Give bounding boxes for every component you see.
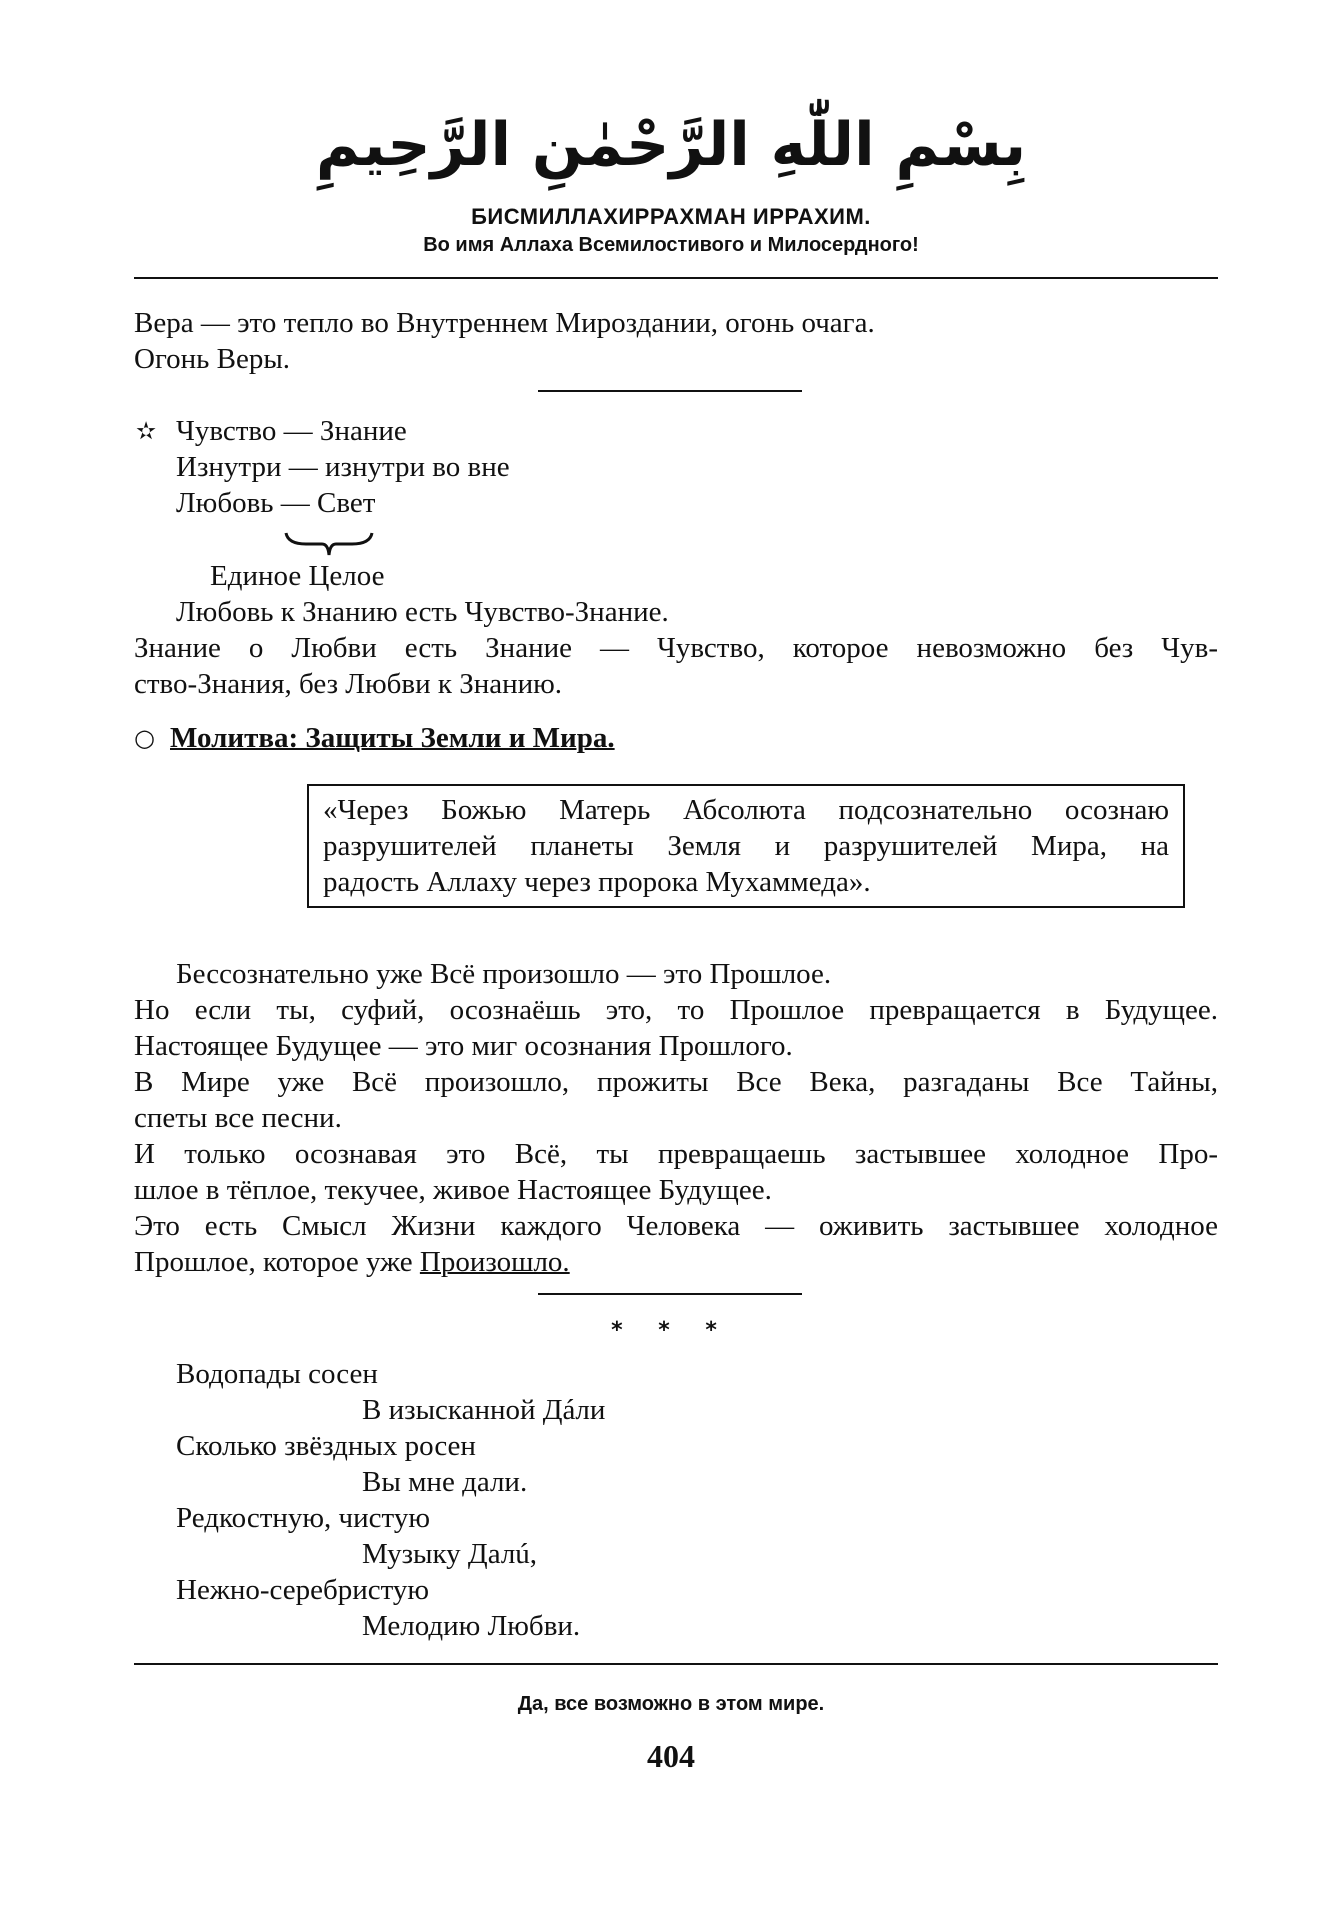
poem-line-8: Мелодию Любви.	[362, 1610, 581, 1642]
arabic-bismillah: بِسْمِ اللّٰهِ الرَّحْمٰنِ الرَّحِيمِ	[315, 110, 1027, 180]
body-line-2: Но если ты, суфий, осознаёшь это, то Прошлое превращается в Будущее.	[134, 994, 1218, 1026]
curly-brace-icon	[284, 530, 374, 558]
poem-line-1: Водопады сосен	[176, 1358, 378, 1390]
poem-line-5: Редкостную, чистую	[176, 1502, 430, 1534]
poem-line-2: В изысканной Дáли	[362, 1394, 606, 1426]
body-line-6: И только осознавая это Всё, ты превращаешь застывшее холодное Про-	[134, 1138, 1218, 1170]
poem-line-7: Нежно-серебристую	[176, 1574, 430, 1606]
body-line-9-end: Произошло.	[419, 1246, 570, 1278]
body-line-9-start: Прошлое, которое уже	[134, 1246, 420, 1278]
intro-line-2: Огонь Веры.	[134, 343, 291, 375]
header-subtitle: Во имя Аллаха Всемилостивого и Милосердного!	[423, 234, 919, 256]
asterism-separator: * * *	[611, 1318, 731, 1343]
prayer-quote-box	[307, 784, 1185, 908]
body-line-5: спеты все песни.	[134, 1102, 342, 1134]
body-line-7: шлое в тёплое, текучее, живое Настоящее Будущее.	[134, 1174, 772, 1206]
quote-line-2: разрушителей планеты Земля и разрушителей Мира, на	[323, 830, 1169, 862]
star-line-4: Единое Целое	[210, 560, 385, 592]
body-line-1: Бессознательно уже Всё произошло — это Прошлое.	[176, 958, 832, 990]
body-line-3: Настоящее Будущее — это миг осознания Прошлого.	[134, 1030, 793, 1062]
star-line-6: Знание о Любви есть Знание — Чувство, которое невозможно без Чув-	[134, 632, 1218, 664]
header-title: БИСМИЛЛАХИРРАХМАН ИРРАХИМ.	[471, 204, 871, 229]
poem-line-3: Сколько звёздных росен	[176, 1430, 476, 1462]
body-line-8: Это есть Смысл Жизни каждого Человека — оживить застывшее холодное	[134, 1210, 1218, 1242]
quote-line-3: радость Аллаху через пророка Мухаммеда».	[323, 866, 871, 898]
star-line-3: Любовь — Свет	[176, 487, 376, 519]
star-line-5: Любовь к Знанию есть Чувство-Знание.	[176, 596, 669, 628]
footer-motto: Да, все возможно в этом мире.	[517, 1693, 825, 1715]
circle-bullet-icon: ○	[134, 724, 155, 752]
prayer-title: Молитва: Защиты Земли и Мира.	[170, 722, 615, 754]
star-line-7: ство-Знания, без Любви к Знанию.	[134, 668, 563, 700]
intro-line-1: Вера — это тепло во Внутреннем Мироздании, огонь очага.	[134, 307, 875, 339]
body-line-9	[134, 1244, 570, 1280]
quote-line-1: «Через Божью Матерь Абсолюта подсознательно осознаю	[323, 794, 1169, 826]
star-icon: ✫	[136, 417, 157, 445]
footer-divider	[134, 1663, 1218, 1665]
star-line-1: Чувство — Знание	[176, 415, 407, 447]
poem-line-4: Вы мне дали.	[362, 1466, 528, 1498]
body-line-4: В Мире уже Всё произошло, прожиты Все Века, разгаданы Все Тайны,	[134, 1066, 1218, 1098]
section-divider	[538, 390, 802, 392]
poem-divider	[538, 1293, 802, 1295]
header-divider	[134, 277, 1218, 279]
poem-line-6: Музыку Далú,	[362, 1538, 538, 1570]
star-line-2: Изнутри — изнутри во вне	[176, 451, 510, 483]
page-number: 404	[647, 1738, 695, 1774]
